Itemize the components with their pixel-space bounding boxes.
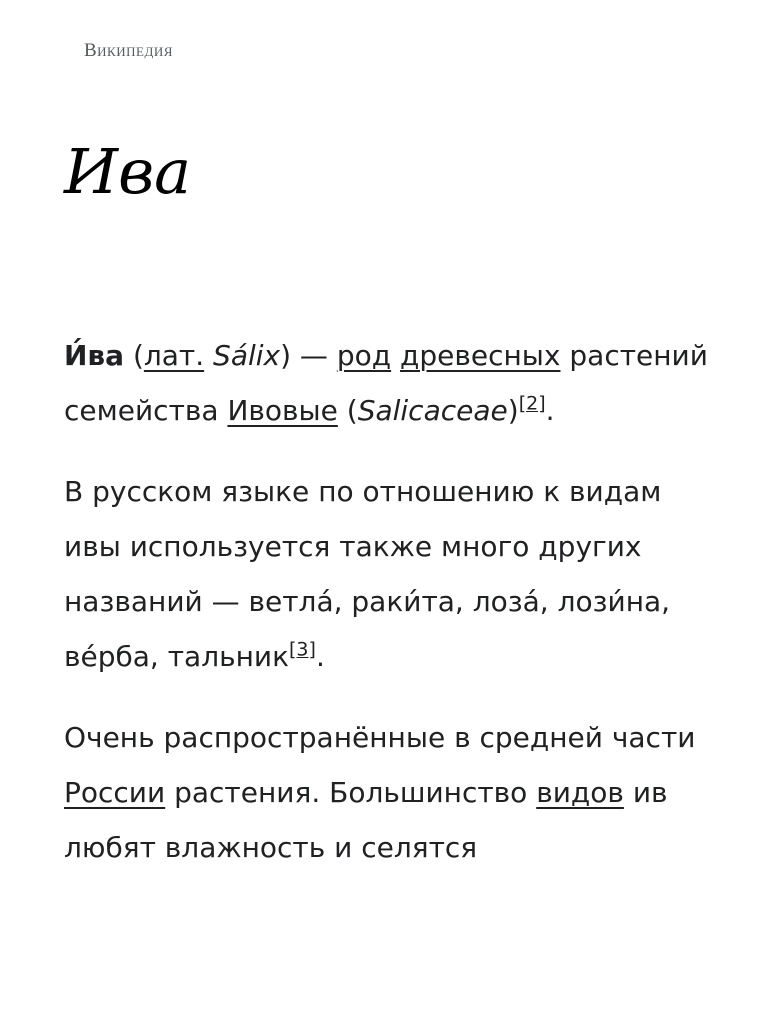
text-fragment <box>204 339 213 372</box>
article-term: И́ва <box>64 339 125 372</box>
page-title: Ива <box>64 135 192 208</box>
text-fragment: ( <box>124 339 144 372</box>
text-fragment: В русском языке по отношению к видам ивы используется также много других названий — ветла́, раки́та, лоза́, лози́на, ве́рба, тальник <box>64 475 671 673</box>
paragraph-distribution <box>64 710 714 875</box>
paragraph-names <box>64 464 714 684</box>
link-genus[interactable]: род <box>336 339 392 372</box>
link-family[interactable]: Ивовые <box>227 394 338 427</box>
link-russia[interactable]: России <box>64 776 166 809</box>
text-fragment <box>391 339 400 372</box>
link-woody[interactable]: древесных <box>400 339 561 372</box>
reference-sup <box>289 639 316 661</box>
article-content <box>64 328 714 901</box>
wikipedia-wordmark[interactable]: Википедия <box>84 40 173 61</box>
text-fragment: . <box>545 394 555 427</box>
text-fragment: растений семейства <box>64 339 708 427</box>
text-fragment: ) <box>507 394 519 427</box>
text-fragment: Очень распространённые в средней части <box>64 721 696 754</box>
text-fragment: ) — <box>280 339 337 372</box>
reference-link-2[interactable]: [2] <box>518 392 546 415</box>
link-species[interactable]: видов <box>536 776 624 809</box>
family-latin-name: Salicaceae <box>357 394 508 427</box>
reference-sup <box>519 393 546 415</box>
paragraph-intro <box>64 328 714 438</box>
latin-name: Sálix <box>213 339 281 372</box>
text-fragment: . <box>315 640 325 673</box>
reference-link-3[interactable]: [3] <box>289 638 316 661</box>
text-fragment: растения. Большинство <box>165 776 537 809</box>
text-fragment: ив любят влажность и селятся <box>64 776 668 864</box>
text-fragment: ( <box>337 394 358 427</box>
link-latin[interactable]: лат. <box>143 339 205 372</box>
